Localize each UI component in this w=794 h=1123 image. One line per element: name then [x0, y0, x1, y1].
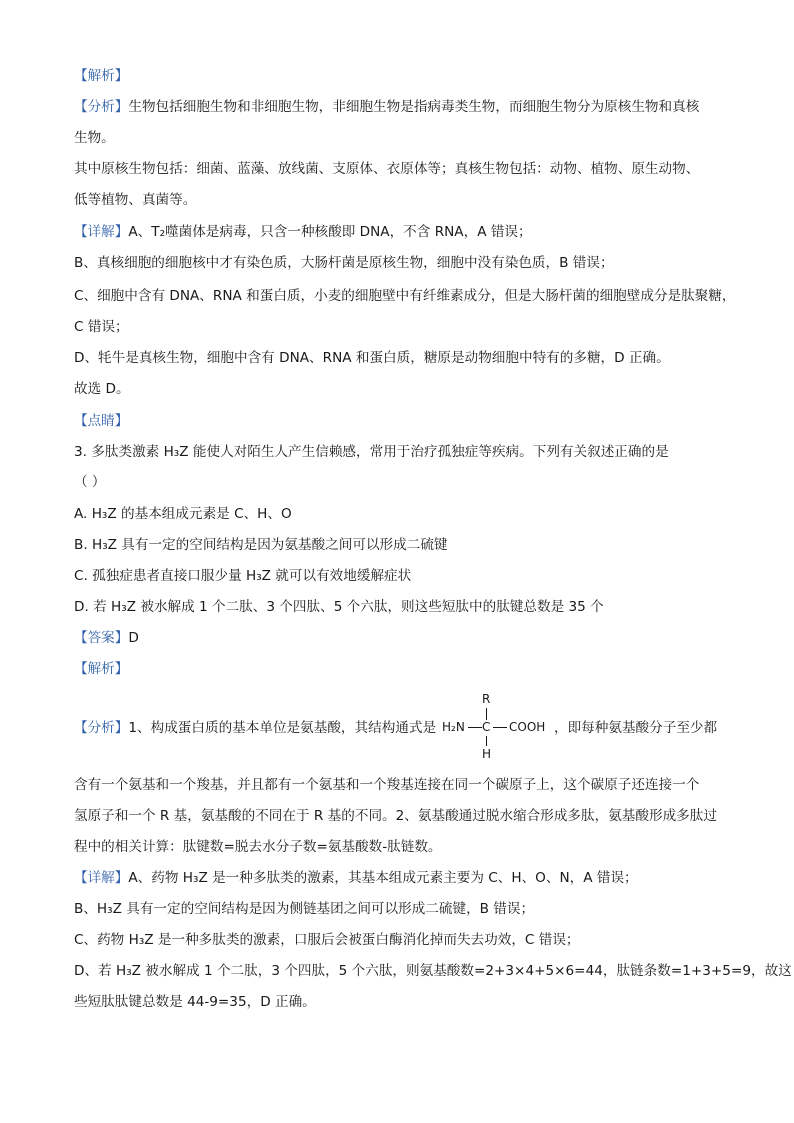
formula-carbon: C [482, 720, 491, 734]
paragraph-line: B、H₃Z 具有一定的空间结构是因为侧链基团之间可以形成二硫键，B 错误； [74, 901, 535, 917]
paragraph-line: 氢原子和一个 R 基，氨基酸的不同在于 R 基的不同。2、氨基酸通过脱水缩合形成多肽，氨基酸形成多肽过 [74, 808, 717, 824]
formula-amino: H₂N [442, 720, 465, 734]
paragraph-line: C 错误； [74, 319, 129, 335]
paragraph-line: B、真核细胞的细胞核中才有染色质，大肠杆菌是原核生物，细胞中没有染色质，B 错误； [74, 255, 614, 271]
paragraph-line: 些短肽肽键总数是 44-9=35，D 正确。 [74, 994, 316, 1010]
paragraph-line: C、药物 H₃Z 是一种多肽类的激素，口服后会被蛋白酶消化掉而失去功效，C 错误； [74, 932, 580, 948]
paragraph-line: D、若 H₃Z 被水解成 1 个二肽，3 个四肽，5 个六肽，则氨基酸数=2+3×4+5×6=44，肽链条数=1+3+5=9，故这 [74, 963, 792, 979]
paragraph-line: C、细胞中含有 DNA、RNA 和蛋白质，小麦的细胞壁中有纤维素成分，但是大肠杆菌的细胞壁成分是肽聚糖， [74, 288, 736, 304]
answer-line: 【答案】D [74, 630, 139, 646]
formula-r-group: R [482, 692, 491, 706]
question-stem: 3. 多肽类激素 H₃Z 能使人对陌生人产生信赖感，常用于治疗孤独症等疾病。下列有关叙述正确的是 [74, 444, 669, 460]
paragraph-analysis-2: 【分析】1、构成蛋白质的基本单位是氨基酸，其结构通式是 [74, 720, 437, 736]
option-b: B. H₃Z 具有一定的空间结构是因为氨基酸之间可以形成二硫键 [74, 537, 448, 553]
option-d: D. 若 H₃Z 被水解成 1 个二肽、3 个四肽、5 个六肽，则这些短肽中的肽键总数是 35 个 [74, 599, 604, 615]
formula-hydrogen: H [482, 747, 492, 761]
formula-carboxyl: COOH [509, 720, 546, 734]
paragraph-analysis-2-tail: ，即每种氨基酸分子至少都 [554, 720, 718, 736]
paragraph-line: 故选 D。 [74, 381, 130, 397]
formula-bond-up [486, 708, 487, 720]
paragraph-detail: 【详解】A、T₂噬菌体是病毒，只含一种核酸即 DNA，不含 RNA，A 错误； [74, 224, 532, 240]
paragraph-analysis: 【分析】生物包括细胞生物和非细胞生物，非细胞生物是指病毒类生物，而细胞生物分为原核生物和真核 [74, 99, 700, 115]
formula-bond-down [486, 736, 487, 746]
question-blank: （ ） [74, 474, 106, 490]
paragraph-line: 程中的相关计算：肽键数=脱去水分子数=氨基酸数-肽链数。 [74, 839, 442, 855]
paragraph-line: 其中原核生物包括：细菌、蓝藻、放线菌、支原体、衣原体等；真核生物包括：动物、植物、原生动物、 [74, 161, 700, 177]
option-c: C. 孤独症患者直接口服少量 H₃Z 就可以有效地缓解症状 [74, 568, 412, 584]
paragraph-line: 含有一个氨基和一个羧基，并且都有一个氨基和一个羧基连接在同一个碳原子上，这个碳原子还连接一个 [74, 777, 700, 793]
option-a: A. H₃Z 的基本组成元素是 C、H、O [74, 506, 292, 522]
section-heading-jiexi-2: 【解析】 [74, 661, 129, 677]
formula-bond-right [493, 727, 507, 728]
amino-acid-structure-formula [442, 692, 552, 762]
paragraph-detail-2: 【详解】A、药物 H₃Z 是一种多肽类的激素，其基本组成元素主要为 C、H、O、N，A 错误； [74, 870, 638, 886]
paragraph-line: 生物。 [74, 130, 115, 146]
section-heading-dianjing: 【点睛】 [74, 413, 129, 429]
paragraph-line: D、牦牛是真核生物，细胞中含有 DNA、RNA 和蛋白质，糖原是动物细胞中特有的多糖，D 正确。 [74, 350, 670, 366]
section-heading-jiexi: 【解析】 [74, 68, 129, 84]
paragraph-line: 低等植物、真菌等。 [74, 192, 197, 208]
formula-bond-left [468, 727, 482, 728]
